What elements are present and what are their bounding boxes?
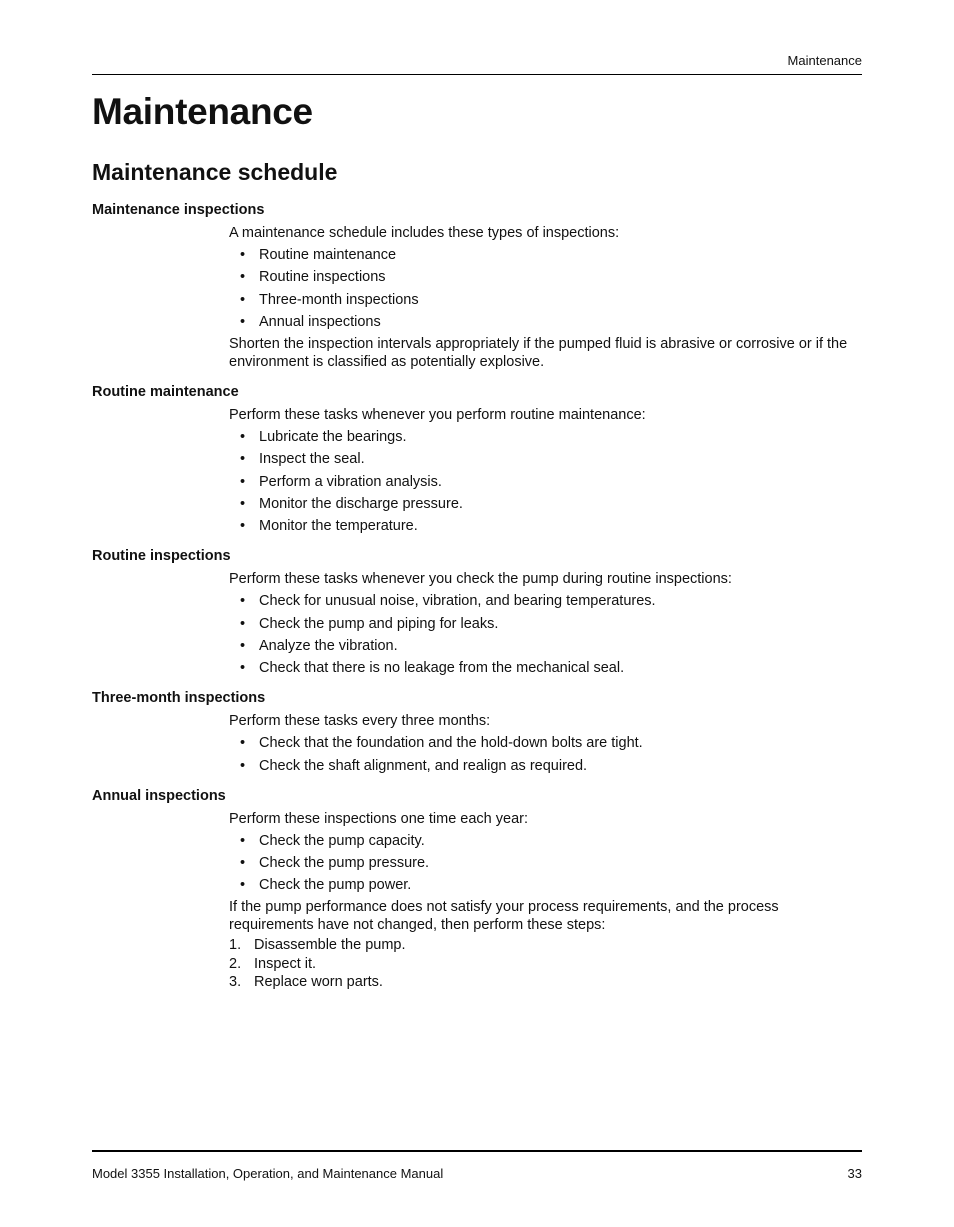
list-item [229, 268, 862, 286]
list-item [229, 428, 862, 446]
list-item [229, 854, 862, 872]
list-item-text: Check that there is no leakage from the mechanical seal. [259, 660, 625, 677]
list-item-text: Check the pump capacity. [259, 832, 425, 849]
step-item [229, 936, 862, 955]
main-content [92, 157, 862, 1004]
list-item [229, 659, 862, 677]
bullet-icon: • [240, 757, 246, 774]
list-item [229, 615, 862, 633]
bullet-icon: • [240, 247, 246, 263]
bullet-icon: • [240, 877, 246, 894]
subsection-body [229, 810, 862, 992]
list-item [229, 734, 862, 752]
bullet-icon: • [240, 637, 246, 654]
step-text: Replace worn parts. [254, 974, 383, 991]
step-item [229, 955, 862, 974]
bullet-icon: • [240, 735, 246, 752]
list-item [229, 313, 862, 331]
list-item-text: Inspect the seal. [259, 451, 365, 468]
page-number: 33 [847, 1166, 862, 1181]
subsection-body [229, 406, 862, 535]
bullet-icon: • [240, 313, 246, 330]
list-item-text: Annual inspections [259, 313, 381, 330]
subsection-title: Annual inspections [92, 787, 226, 804]
list-item [229, 637, 862, 655]
bullet-icon: • [240, 518, 246, 535]
subsection-three-month-inspections [92, 689, 862, 774]
subsection-body [229, 570, 862, 677]
subsection-title: Maintenance inspections [92, 202, 265, 218]
bullet-list [229, 832, 862, 895]
list-item-text: Check the pump power. [259, 877, 412, 894]
outro-paragraph: Shorten the inspection intervals appropriately if the pumped fluid is abrasive or corrosive or if the environment is classified as potentially explosive. [229, 336, 848, 371]
subsection-title: Three-month inspections [92, 690, 266, 707]
list-item-text: Three-month inspections [259, 291, 419, 308]
bullet-list [229, 246, 862, 331]
list-item-text: Monitor the discharge pressure. [259, 496, 463, 513]
list-item-text: Routine maintenance [259, 247, 397, 263]
list-item-text: Check the pump pressure. [259, 854, 430, 871]
subsection-body [229, 712, 862, 774]
bullet-icon: • [240, 269, 246, 286]
list-item [229, 757, 862, 775]
step-text: Disassemble the pump. [254, 937, 406, 954]
intro-paragraph: A maintenance schedule includes these types of inspections: [229, 225, 620, 241]
bullet-list [229, 428, 862, 535]
list-item-text: Lubricate the bearings. [259, 429, 407, 446]
subsection-routine-inspections [92, 547, 862, 677]
list-item [229, 473, 862, 491]
bullet-icon: • [240, 291, 246, 308]
list-item [229, 495, 862, 513]
list-item-text: Check for unusual noise, vibration, and bearing temperatures. [259, 593, 656, 610]
list-item [229, 450, 862, 468]
running-header: Maintenance [787, 53, 862, 68]
bullet-list [229, 592, 862, 677]
list-item-text: Analyze the vibration. [259, 637, 398, 654]
bullet-icon: • [240, 660, 246, 677]
list-item-text: Check the shaft alignment, and realign as required. [259, 757, 588, 774]
list-item [229, 592, 862, 610]
list-item [229, 246, 862, 264]
list-item [229, 832, 862, 850]
step-number: 3. [229, 974, 242, 991]
list-item-text: Routine inspections [259, 269, 386, 286]
bullet-list [229, 734, 862, 774]
list-item [229, 876, 862, 894]
subsection-annual-inspections [92, 787, 862, 992]
bullet-icon: • [240, 429, 246, 446]
list-item [229, 517, 862, 535]
bullet-icon: • [240, 593, 246, 610]
bullet-icon: • [240, 451, 246, 468]
chapter-title: Maintenance [92, 91, 313, 132]
list-item [229, 291, 862, 309]
subsection-title: Routine maintenance [92, 384, 239, 401]
footer-rule [92, 1150, 862, 1152]
header-rule [92, 74, 862, 75]
intro-paragraph: Perform these inspections one time each year: [229, 810, 529, 827]
bullet-icon: • [240, 496, 246, 513]
bullet-icon: • [240, 854, 246, 871]
bullet-icon: • [240, 615, 246, 632]
outro-paragraph: If the pump performance does not satisfy your process requirements, and the process requirements have not changed, then perform these steps: [229, 899, 779, 934]
intro-paragraph: Perform these tasks whenever you check the pump during routine inspections: [229, 571, 732, 588]
subsection-routine-maintenance [92, 383, 862, 535]
step-number: 2. [229, 955, 242, 972]
bullet-icon: • [240, 473, 246, 490]
list-item-text: Perform a vibration analysis. [259, 473, 442, 490]
subsection-body [229, 224, 862, 371]
list-item-text: Check that the foundation and the hold-down bolts are tight. [259, 735, 643, 752]
section-title: Maintenance schedule [92, 159, 338, 185]
step-item [229, 973, 862, 992]
bullet-icon: • [240, 832, 246, 849]
step-number: 1. [229, 937, 242, 954]
subsection-maintenance-inspections [92, 201, 862, 371]
intro-paragraph: Perform these tasks every three months: [229, 713, 491, 730]
list-item-text: Monitor the temperature. [259, 518, 418, 535]
footer-manual-title: Model 3355 Installation, Operation, and Maintenance Manual [92, 1166, 444, 1181]
list-item-text: Check the pump and piping for leaks. [259, 615, 499, 632]
subsection-title: Routine inspections [92, 548, 231, 565]
intro-paragraph: Perform these tasks whenever you perform routine maintenance: [229, 407, 646, 424]
step-text: Inspect it. [254, 955, 317, 972]
numbered-steps [229, 936, 862, 992]
